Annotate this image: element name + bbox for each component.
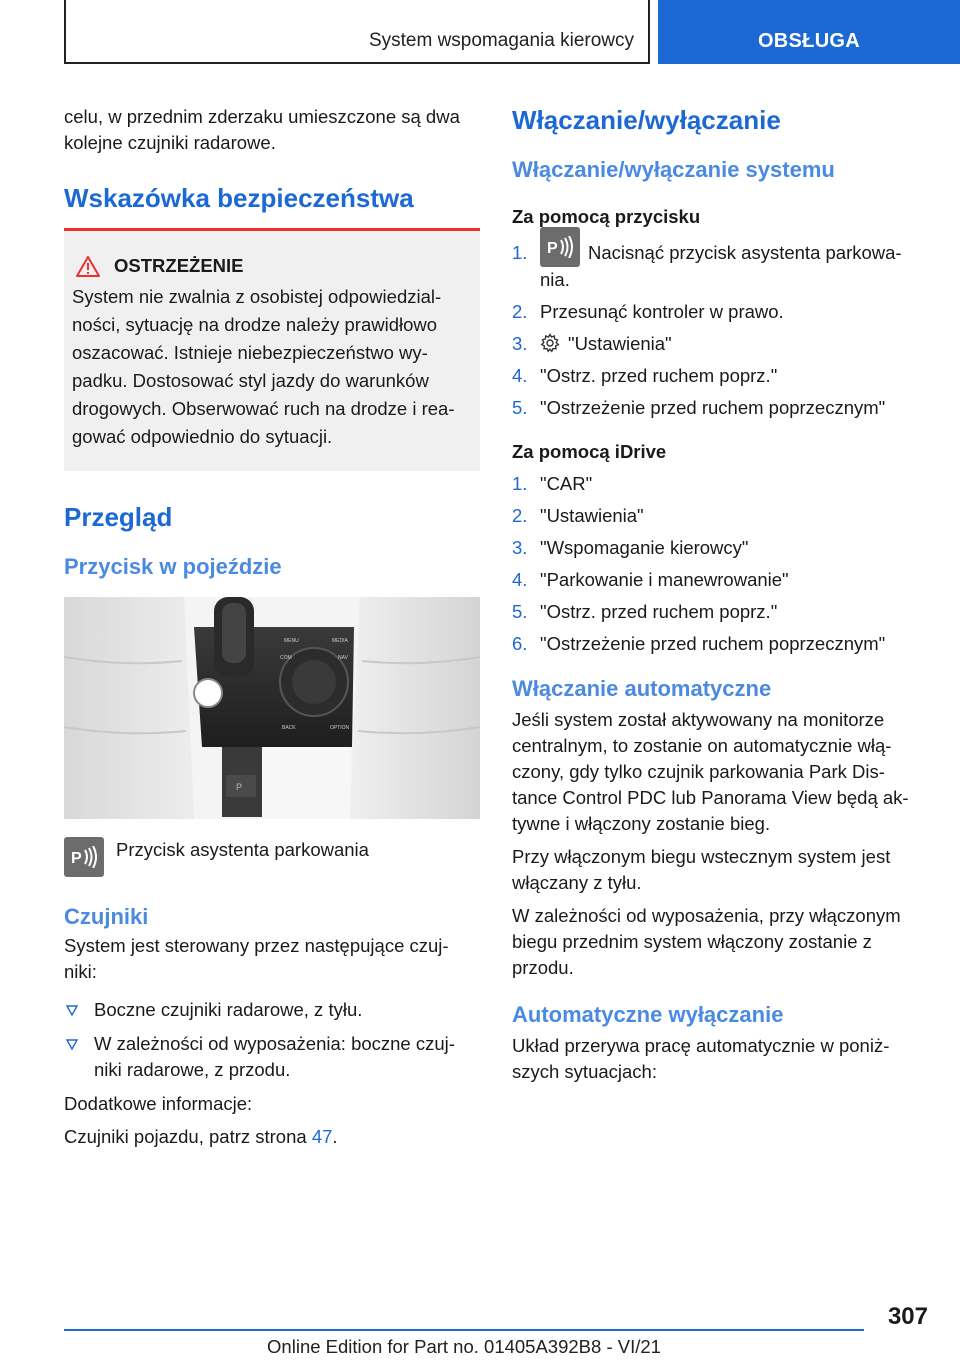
label-com: COM xyxy=(280,655,292,661)
right-column xyxy=(512,104,920,1085)
overview-heading: Przegląd xyxy=(64,502,173,532)
park-assist-button-icon xyxy=(64,837,104,877)
list-item: Boczne czujniki radarowe, z tyłu. xyxy=(64,997,480,1023)
list-item: 3. "Wspomaganie kierowcy" xyxy=(512,537,749,559)
page-reference-link[interactable]: 47 xyxy=(311,1126,333,1147)
section-title: System wspomagania kierowcy xyxy=(64,0,650,64)
triangle-bullet-icon xyxy=(66,1005,78,1016)
warning-box xyxy=(64,228,480,471)
list-item: 1. "CAR" xyxy=(512,473,593,495)
label-back: BACK xyxy=(282,725,296,731)
sensors-heading: Czujniki xyxy=(64,904,149,929)
warning-header xyxy=(72,253,472,279)
label-menu: MENU xyxy=(284,638,299,644)
by-idrive-steps xyxy=(512,471,920,657)
caption-text: Przycisk asystenta parkowania xyxy=(116,839,369,860)
list-item: 5. "Ostrzeżenie przed ruchem poprzecznym" xyxy=(512,397,886,419)
auto-off-paragraph: Układ przerywa pracę automatycznie w poniż-szych sytuacjach: xyxy=(512,1035,890,1083)
auto-on-paragraph-3: W zależności od wyposażenia, przy włączonym biegu przednim system włączony zostanie z przodu. xyxy=(512,905,901,979)
list-item: W zależności od wyposażenia: boczne czuj-niki radarowe, z przodu. xyxy=(64,1031,480,1083)
warning-text: System nie zwalnia z osobistej odpowiedzial-ności, sytuację na drodze należy prawidłowo oszacować. Istnieje niebezpieczeństwo wy-padku. Dostosować styl jazdy do warunków drogowych. Obserwować ruch na drodze i rea-gować odpowiednio do sytuacji. xyxy=(72,286,455,447)
label-nav: NAV xyxy=(338,655,348,661)
onoff-heading: Włączanie/wyłączanie xyxy=(512,105,781,135)
sensors-intro: System jest sterowany przez następujące czuj-niki: xyxy=(64,935,449,982)
list-item: 1. P Nacisnąć przycisk asystenta parkowa-nia. xyxy=(512,240,920,293)
label-media: MEDIA xyxy=(332,638,348,644)
svg-text:P: P xyxy=(71,850,82,867)
by-idrive-heading: Za pomocą iDrive xyxy=(512,441,667,463)
list-item: 5. "Ostrz. przed ruchem poprz." xyxy=(512,601,778,623)
footer-divider xyxy=(64,1329,864,1331)
list-item: 3. "Ustawienia" xyxy=(512,333,672,355)
auto-on-heading: Włączanie automatyczne xyxy=(512,676,772,702)
list-item: 4. "Parkowanie i manewrowanie" xyxy=(512,569,789,591)
auto-on-paragraph-2: Przy włączonym biegu wstecznym system jest włączany z tyłu. xyxy=(512,846,891,894)
svg-text:P: P xyxy=(236,782,243,792)
by-button-steps xyxy=(512,240,920,421)
console-photo xyxy=(64,597,480,819)
intro-paragraph: celu, w przednim zderzaku umieszczone są dwa kolejne czujniki radarowe. xyxy=(64,106,460,153)
warning-icon xyxy=(76,256,100,277)
by-button-heading: Za pomocą przycisku xyxy=(512,206,701,227)
gear-icon xyxy=(540,333,560,353)
reference-line: Czujniki pojazdu, patrz strona 47. xyxy=(64,1126,338,1147)
label-option: OPTION xyxy=(330,725,350,731)
left-column xyxy=(64,104,480,1150)
safety-heading: Wskazówka bezpieczeństwa xyxy=(64,183,414,213)
list-item: 4. "Ostrz. przed ruchem poprz." xyxy=(512,365,778,387)
svg-text:P: P xyxy=(547,240,558,258)
auto-off-heading: Automatyczne wyłączanie xyxy=(512,1002,784,1028)
page-number: 307 xyxy=(887,1303,928,1330)
sensors-list xyxy=(64,997,480,1083)
warning-title: OSTRZEŻENIE xyxy=(114,255,244,276)
button-heading: Przycisk w pojeździe xyxy=(64,554,282,579)
auto-on-paragraph-1: Jeśli system został aktywowany na monitorze centralnym, to zostanie on automatycznie włą-czony, gdy tylko czujnik parkowania Park Dis-tance Control PDC lub Panorama View będą ak-tywne i włączony zostanie bieg. xyxy=(512,709,909,835)
page-header xyxy=(0,0,960,66)
console-illustration xyxy=(64,597,480,819)
triangle-bullet-icon xyxy=(66,1039,78,1050)
list-item: 2. Przesunąć kontroler w prawo. xyxy=(512,301,784,323)
system-onoff-heading: Włączanie/wyłączanie systemu xyxy=(512,157,835,182)
list-item: 6. "Ostrzeżenie przed ruchem poprzecznym" xyxy=(512,633,886,655)
park-assist-button-icon xyxy=(540,227,580,267)
chapter-tab[interactable]: OBSŁUGA xyxy=(658,0,960,64)
additional-info: Dodatkowe informacje: xyxy=(64,1093,253,1114)
edition-footer: Online Edition for Part no. 01405A392B8 - VI/21 xyxy=(267,1336,661,1357)
photo-caption xyxy=(64,837,480,877)
list-item: 2. "Ustawienia" xyxy=(512,505,644,527)
